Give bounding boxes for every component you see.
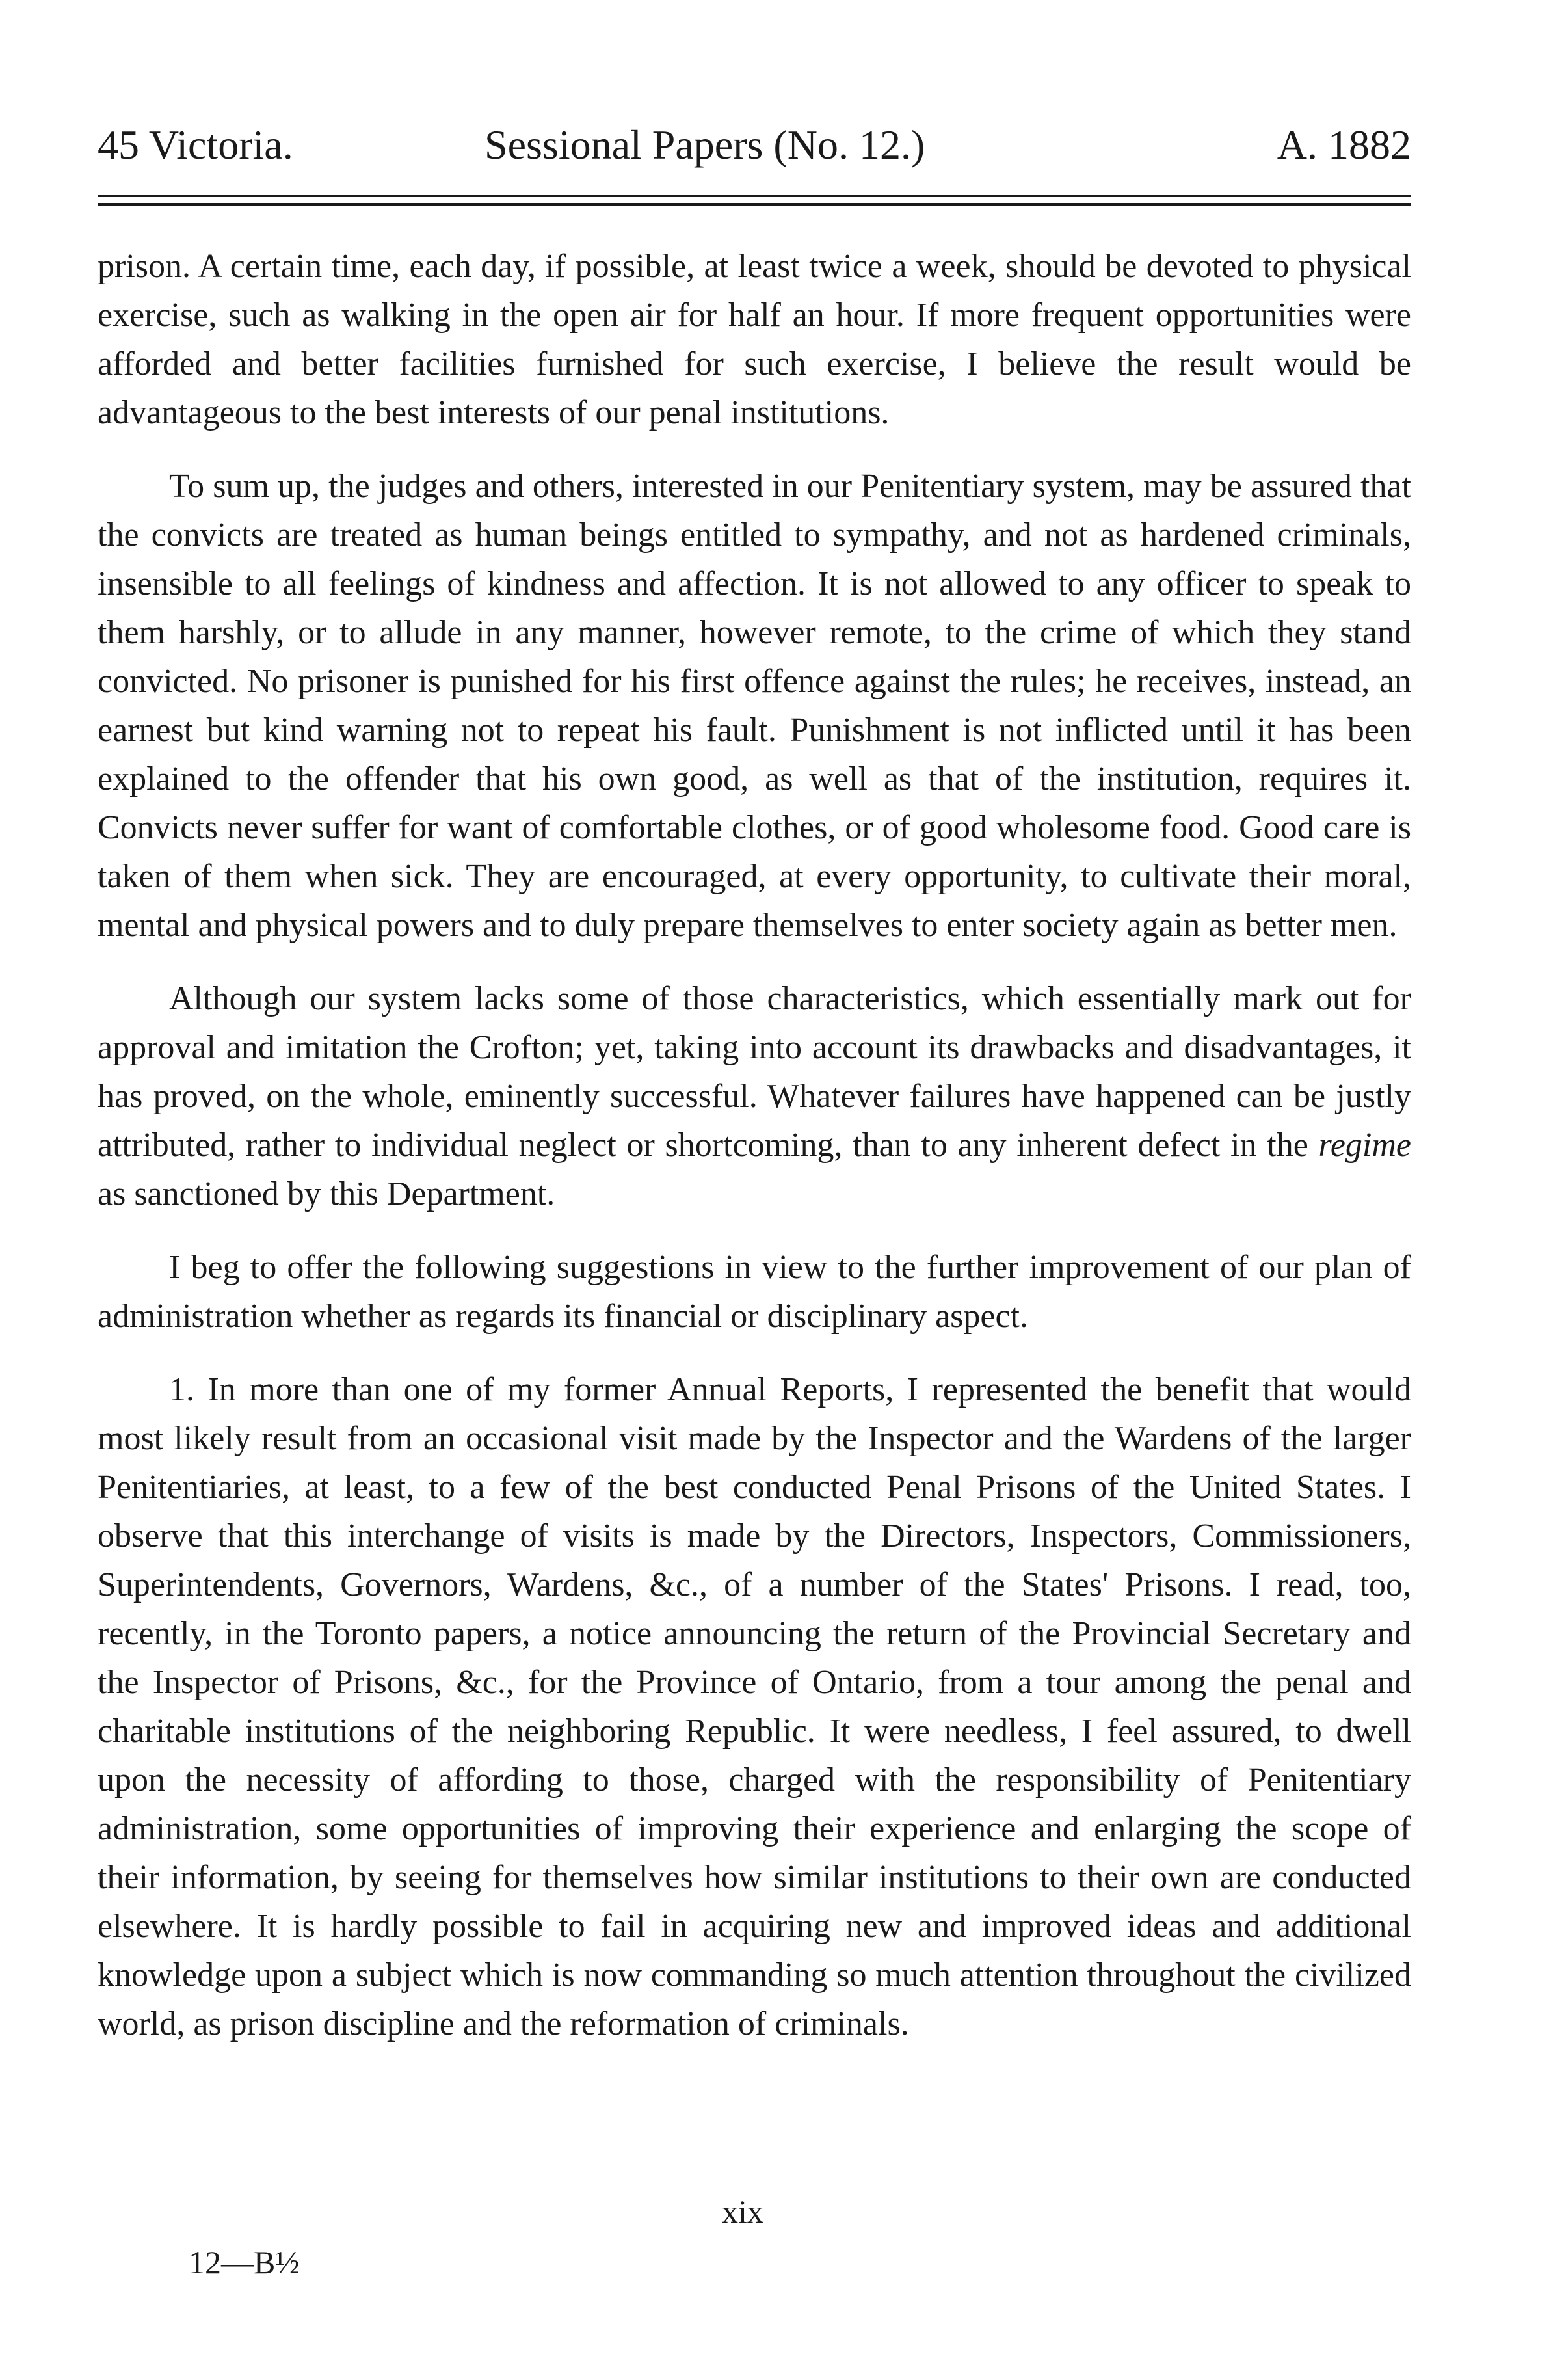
paragraph-system-success-after: as sanctioned by this Department.	[98, 1175, 555, 1212]
paragraph-prison-exercise: prison. A certain time, each day, if possible, at least twice a week, should be devoted to physical exercise, such as walking in the open air for half an hour. If more frequent opportunities were afforded and better facilities furnished for such exercise, I believe the result would be advantageous to the best interests of our penal institutions.	[98, 248, 1411, 431]
header-publication: Sessional Papers (No. 12.)	[484, 122, 925, 168]
header-rule-thick	[98, 203, 1411, 206]
paragraph-suggestion-1: 1. In more than one of my former Annual Reports, I represented the benefit that would most likely result from an occasional visit made by the Inspector and the Wardens of the larger Penitentiaries, at least, to a few of the best conducted Penal Prisons of the United States. I observe that this interchange of visits is made by the Directors, Inspectors, Commissioners, Superintendents, Governors, Wardens, &c., of a number of the States' Prisons. I read, too, recently, in the Toronto papers, a notice announcing the return of the Provincial Secretary and the Inspector of Prisons, &c., for the Province of Ontario, from a tour among the penal and charitable institutions of the neighboring Republic. It were needless, I feel assured, to dwell upon the necessity of affording to those, charged with the responsibility of Penitentiary administration, some opportunities of improving their experience and enlarging the scope of their information, by seeing for themselves how similar institutions to their own are conducted elsewhere. It is hardly possible to fail in acquiring new and improved ideas and additional knowledge upon a subject which is now commanding so much attention throughout the civilized world, as prison discipline and the reformation of criminals.	[98, 1371, 1411, 2042]
body-text	[98, 242, 1411, 2073]
header-session: 45 Victoria.	[98, 122, 293, 168]
page-number: xix	[722, 2193, 763, 2230]
header-year: A. 1882	[1277, 122, 1411, 168]
paragraph-system-success-before: Although our system lacks some of those characteristics, which essentially mark out for approval and imitation the Crofton; yet, taking into account its drawbacks and disadvantages, it has proved, on the whole, eminently successful. Whatever failures have happened can be justly attributed, rather to individual neglect or shortcoming, than to any inherent defect in the	[98, 980, 1411, 1164]
paragraph-system-success	[98, 974, 1411, 1218]
signature-mark: 12—B½	[189, 2244, 300, 2280]
header-rule-thin	[98, 195, 1411, 197]
paragraph-sum-up: To sum up, the judges and others, interested in our Penitentiary system, may be assured that the convicts are treated as human beings entitled to sympathy, and not as hardened criminals, insensible to all feelings of kindness and affection. It is not allowed to any officer to speak to them harshly, or to allude in any manner, however remote, to the crime of which they stand convicted. No prisoner is punished for his first offence against the rules; he receives, instead, an earnest but kind warning not to repeat his fault. Punishment is not inflicted until it has been explained to the offender that his own good, as well as that of the institution, requires it. Convicts never suffer for want of comfortable clothes, or of good wholesome food. Good care is taken of them when sick. They are encouraged, at every opportunity, to cultivate their moral, mental and physical powers and to duly prepare themselves to enter society again as better men.	[98, 468, 1411, 944]
paragraph-suggestions-intro: I beg to offer the following suggestions in view to the further improvement of our plan of administration whether as regards its financial or disciplinary aspect.	[98, 1249, 1411, 1335]
paragraph-system-success-emphasis: regime	[1318, 1127, 1411, 1164]
running-header	[98, 116, 1411, 174]
